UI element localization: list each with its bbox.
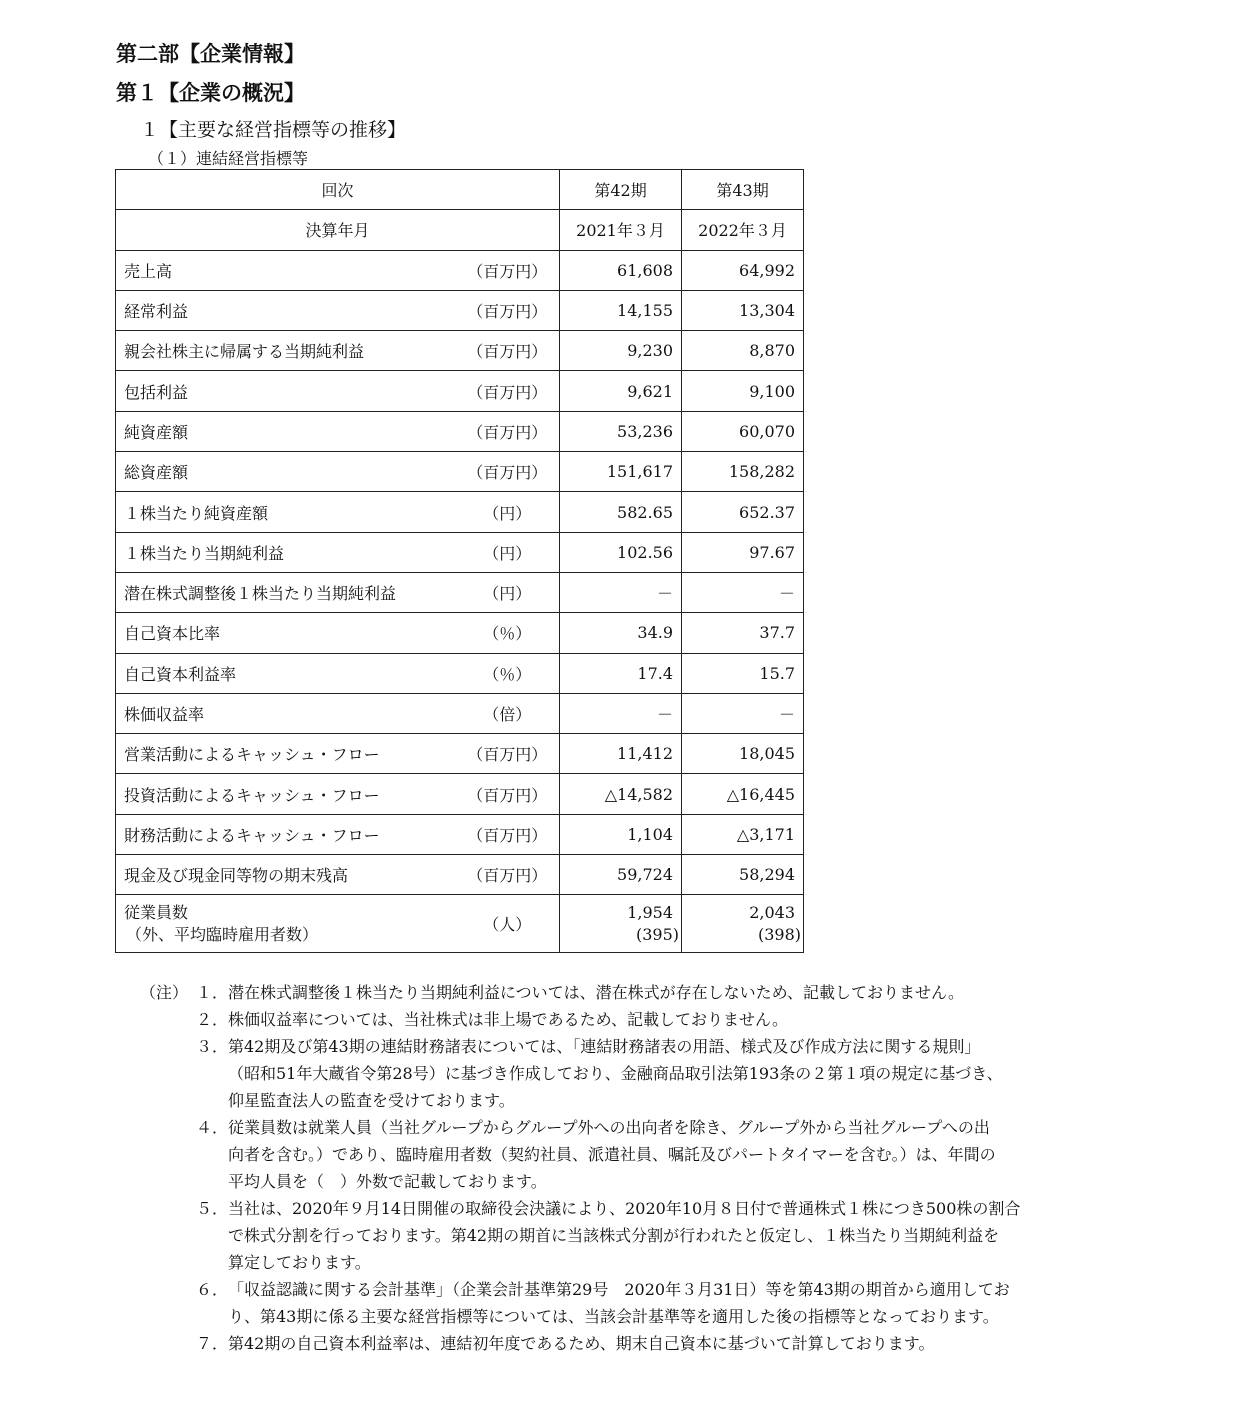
row-value-period-2: 37.7 <box>682 613 804 653</box>
row-unit: （百万円） <box>456 774 560 814</box>
note-number: １． <box>196 983 229 1002</box>
note-number: ３． <box>196 1037 229 1056</box>
table-row <box>116 653 804 693</box>
row-value-period-1: 1,104 <box>560 814 682 854</box>
note-item <box>140 1006 1140 1033</box>
header-period-1: 第42期 <box>560 170 682 210</box>
row-label: １株当たり純資産額 <box>116 492 456 532</box>
header-date-2: 2022年３月 <box>682 210 804 250</box>
row-label: 自己資本利益率 <box>116 653 456 693</box>
row-label: 親会社株主に帰属する当期純利益 <box>116 331 456 371</box>
header-kaiji: 回次 <box>116 170 560 210</box>
row-label: 財務活動によるキャッシュ・フロー <box>116 814 456 854</box>
header-date-1: 2021年３月 <box>560 210 682 250</box>
row-value-period-1: 59,724 <box>560 855 682 895</box>
row-value-period-1: 9,621 <box>560 371 682 411</box>
table-row <box>116 613 804 653</box>
note-item <box>140 1276 1140 1330</box>
note-text: 「収益認識に関する会計基準」（企業会計基準第29号 2020年３月31日）等を第43期の期首から適用してお り、第43期に係る主要な経営指標等については、当該会計基準等を適用した後の指標等となっております。 <box>228 1280 1010 1326</box>
note-item <box>140 1195 1140 1276</box>
employees-value-1 <box>560 895 682 953</box>
table-row <box>116 814 804 854</box>
row-value-period-2: 9,100 <box>682 371 804 411</box>
row-value-period-1: － <box>560 693 682 733</box>
table-row <box>116 371 804 411</box>
row-value-period-2: 8,870 <box>682 331 804 371</box>
header-period-2: 第43期 <box>682 170 804 210</box>
note-item <box>140 1033 1140 1114</box>
row-label: 株価収益率 <box>116 693 456 733</box>
table-row <box>116 492 804 532</box>
note-text: 当社は、2020年９月14日開催の取締役会決議により、2020年10月８日付で普通株式１株につき500株の割合 で株式分割を行っております。第42期の期首に当該株式分割が行われたと仮定し、１株当たり当期純利益を 算定しております。 <box>228 1199 1021 1272</box>
row-value-period-2: － <box>682 572 804 612</box>
row-value-period-1: 102.56 <box>560 532 682 572</box>
row-value-period-1: 17.4 <box>560 653 682 693</box>
row-unit: （円） <box>456 532 560 572</box>
row-unit: （百万円） <box>456 452 560 492</box>
row-value-period-1: 11,412 <box>560 734 682 774</box>
table-row <box>116 734 804 774</box>
row-unit: （百万円） <box>456 371 560 411</box>
note-number: ６． <box>196 1280 229 1299</box>
row-value-period-2: 97.67 <box>682 532 804 572</box>
row-label: 現金及び現金同等物の期末残高 <box>116 855 456 895</box>
employees-label <box>116 895 456 953</box>
header-row-kessan <box>116 210 804 250</box>
row-unit: （百万円） <box>456 411 560 451</box>
row-value-period-2: △16,445 <box>682 774 804 814</box>
note-text: 第42期及び第43期の連結財務諸表については、「連結財務諸表の用語、様式及び作成方法に関する規則」 （昭和51年大蔵省令第28号）に基づき作成しており、金融商品取引法第193条の２第１項の規定に基づき、 仰星監査法人の監査を受けております。 <box>228 1037 1003 1110</box>
table-row <box>116 411 804 451</box>
row-label: １株当たり当期純利益 <box>116 532 456 572</box>
employees-count-1: 1,954 <box>627 902 674 922</box>
note-text: 潜在株式調整後１株当たり当期純利益については、潜在株式が存在しないため、記載しておりません。 <box>228 983 965 1002</box>
row-unit: （百万円） <box>456 855 560 895</box>
row-value-period-2: 58,294 <box>682 855 804 895</box>
chapter-title: 第１【企業の概況】 <box>116 81 305 105</box>
note-number: ７． <box>196 1334 229 1353</box>
table-row <box>116 855 804 895</box>
employees-label-line2: （外、平均臨時雇用者数） <box>126 924 319 944</box>
row-label: 売上高 <box>116 250 456 290</box>
employees-row <box>116 895 804 953</box>
table-row <box>116 532 804 572</box>
table-row <box>116 452 804 492</box>
note-number: ２． <box>196 1010 229 1029</box>
employees-label-line1: 従業員数 <box>124 902 189 922</box>
row-unit: （円） <box>456 492 560 532</box>
notes-section <box>140 979 1140 1357</box>
note-text: 従業員数は就業人員（当社グループからグループ外への出向者を除き、グループ外から当社グループへの出 向者を含む。）であり、臨時雇用者数（契約社員、派遣社員、嘱託及びパートタイマーを含む。）は、年間の 平均人員を（ ）外数で記載しております。 <box>228 1118 996 1191</box>
row-label: 自己資本比率 <box>116 613 456 653</box>
table-row <box>116 572 804 612</box>
note-text: 株価収益率については、当社株式は非上場であるため、記載しておりません。 <box>228 1010 789 1029</box>
row-value-period-1: － <box>560 572 682 612</box>
employees-unit: （人） <box>456 895 560 953</box>
row-value-period-1: 14,155 <box>560 290 682 330</box>
table-row <box>116 250 804 290</box>
row-unit: （百万円） <box>456 814 560 854</box>
row-value-period-1: 53,236 <box>560 411 682 451</box>
row-unit: （百万円） <box>456 331 560 371</box>
row-value-period-2: △3,171 <box>682 814 804 854</box>
row-value-period-1: △14,582 <box>560 774 682 814</box>
table-row <box>116 331 804 371</box>
note-number: ５． <box>196 1199 229 1218</box>
row-label: 包括利益 <box>116 371 456 411</box>
row-label: 営業活動によるキャッシュ・フロー <box>116 734 456 774</box>
row-value-period-2: 15.7 <box>682 653 804 693</box>
note-item <box>140 1330 1140 1357</box>
row-unit: （百万円） <box>456 290 560 330</box>
row-value-period-1: 61,608 <box>560 250 682 290</box>
header-kessan: 決算年月 <box>116 210 560 250</box>
row-value-period-2: 13,304 <box>682 290 804 330</box>
row-label: 純資産額 <box>116 411 456 451</box>
section-title: １【主要な経営指標等の推移】 <box>140 119 407 141</box>
row-unit: （百万円） <box>456 250 560 290</box>
row-value-period-1: 34.9 <box>560 613 682 653</box>
row-label: 経常利益 <box>116 290 456 330</box>
note-prefix: （注） <box>140 983 189 1002</box>
row-unit: （％） <box>456 613 560 653</box>
note-item <box>140 1114 1140 1195</box>
table-row <box>116 290 804 330</box>
row-value-period-2: 60,070 <box>682 411 804 451</box>
row-label: 総資産額 <box>116 452 456 492</box>
row-value-period-2: － <box>682 693 804 733</box>
subsection-title: （１）連結経営指標等 <box>148 149 309 168</box>
row-value-period-1: 582.65 <box>560 492 682 532</box>
note-number: ４． <box>196 1118 229 1137</box>
part-title: 第二部【企業情報】 <box>116 42 305 66</box>
note-item <box>140 979 1140 1006</box>
note-text: 第42期の自己資本利益率は、連結初年度であるため、期末自己資本に基づいて計算しております。 <box>228 1334 935 1353</box>
row-value-period-1: 9,230 <box>560 331 682 371</box>
header-row-kaiji <box>116 170 804 210</box>
row-unit: （倍） <box>456 693 560 733</box>
row-unit: （％） <box>456 653 560 693</box>
row-unit: （百万円） <box>456 734 560 774</box>
row-value-period-2: 64,992 <box>682 250 804 290</box>
row-unit: （円） <box>456 572 560 612</box>
financial-metrics-table <box>115 169 804 953</box>
row-label: 投資活動によるキャッシュ・フロー <box>116 774 456 814</box>
employees-temp-2: (398) <box>757 924 802 944</box>
row-value-period-2: 18,045 <box>682 734 804 774</box>
row-value-period-2: 158,282 <box>682 452 804 492</box>
row-value-period-2: 652.37 <box>682 492 804 532</box>
table-row <box>116 774 804 814</box>
employees-value-2 <box>682 895 804 953</box>
row-value-period-1: 151,617 <box>560 452 682 492</box>
table-row <box>116 693 804 733</box>
employees-temp-1: (395) <box>635 924 680 944</box>
employees-count-2: 2,043 <box>749 902 796 922</box>
row-label: 潜在株式調整後１株当たり当期純利益 <box>116 572 456 612</box>
